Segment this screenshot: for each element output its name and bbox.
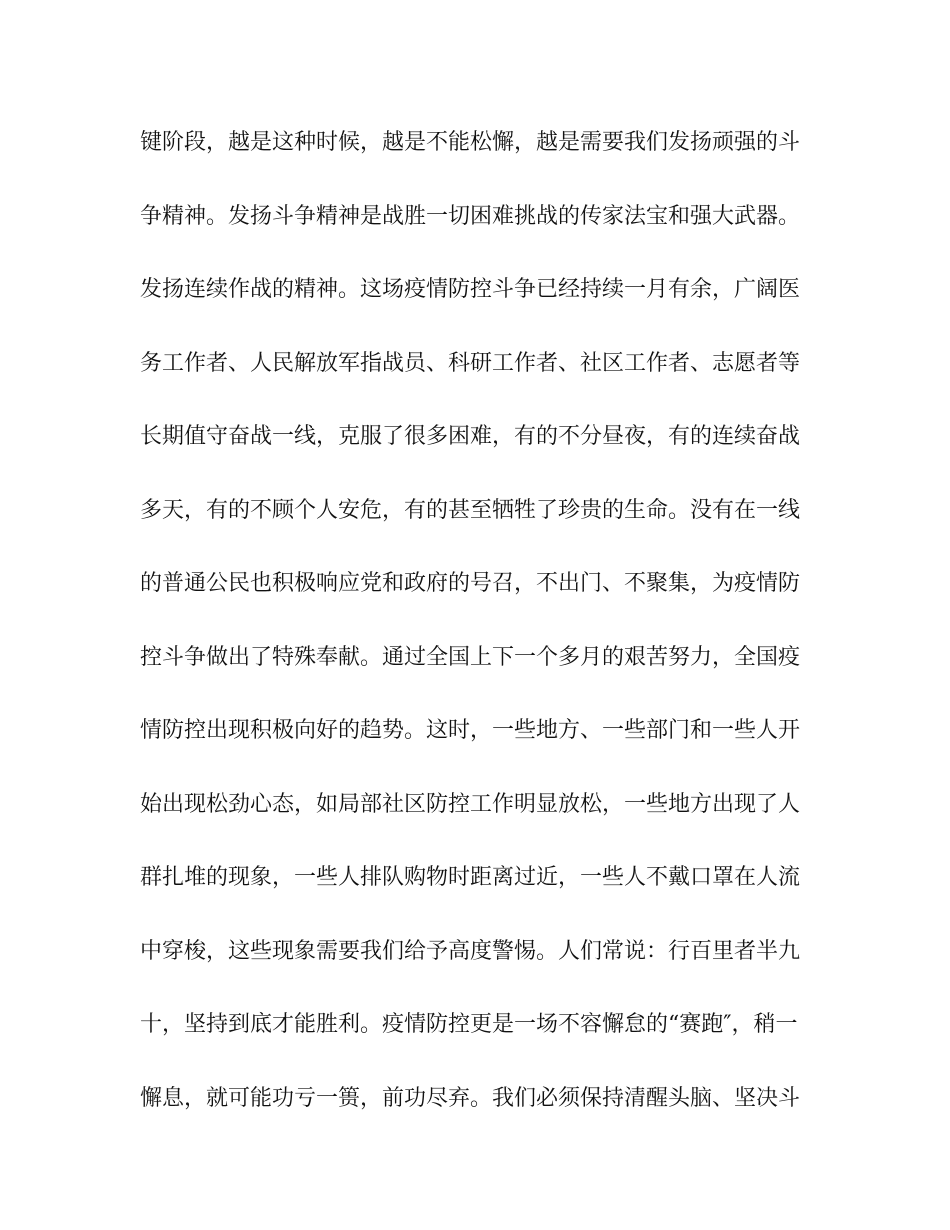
text-line: 中穿梭，这些现象需要我们给予高度警惕。人们常说：行百里者半九 [140, 938, 801, 964]
text-line: 长期值守奋战一线，克服了很多困难，有的不分昼夜，有的连续奋战 [140, 424, 801, 449]
text-line: 始出现松劲心态，如局部社区防控工作明显放松，一些地方出现了人 [140, 791, 801, 817]
text-line: 群扎堆的现象，一些人排队购物时距离过近，一些人不戴口罩在人流 [140, 865, 801, 890]
text-line: 的普通公民也积极响应党和政府的号召，不出门、不聚集，为疫情防 [140, 571, 801, 596]
text-line: 发扬连续作战的精神。这场疫情防控斗争已经持续一月有余，广阔医 [140, 277, 801, 302]
text-line: 懈息，就可能功亏一篑，前功尽弃。我们必须保持清醒头脑、坚决斗 [140, 1085, 801, 1111]
text-line: 务工作者、人民解放军指战员、科研工作者、社区工作者、志愿者等 [140, 350, 801, 376]
text-line: 键阶段，越是这种时候，越是不能松懈，越是需要我们发扬顽强的斗 [140, 130, 801, 155]
text-line: 情防控出现积极向好的趋势。这时，一些地方、一些部门和一些人开 [140, 718, 801, 743]
text-line: 控斗争做出了特殊奉献。通过全国上下一个多月的艰苦努力，全国疫 [140, 644, 801, 670]
text-line: 多天，有的不顾个人安危，有的甚至牺牲了珍贵的生命。没有在一线 [140, 497, 801, 523]
text-line: 争精神。发扬斗争精神是战胜一切困难挑战的传家法宝和强大武器。 [140, 203, 801, 229]
body-text [140, 120, 820, 1149]
text-line: 十，坚持到底才能胜利。疫情防控更是一场不容懈怠的“赛跑″，稍一 [140, 1012, 798, 1037]
